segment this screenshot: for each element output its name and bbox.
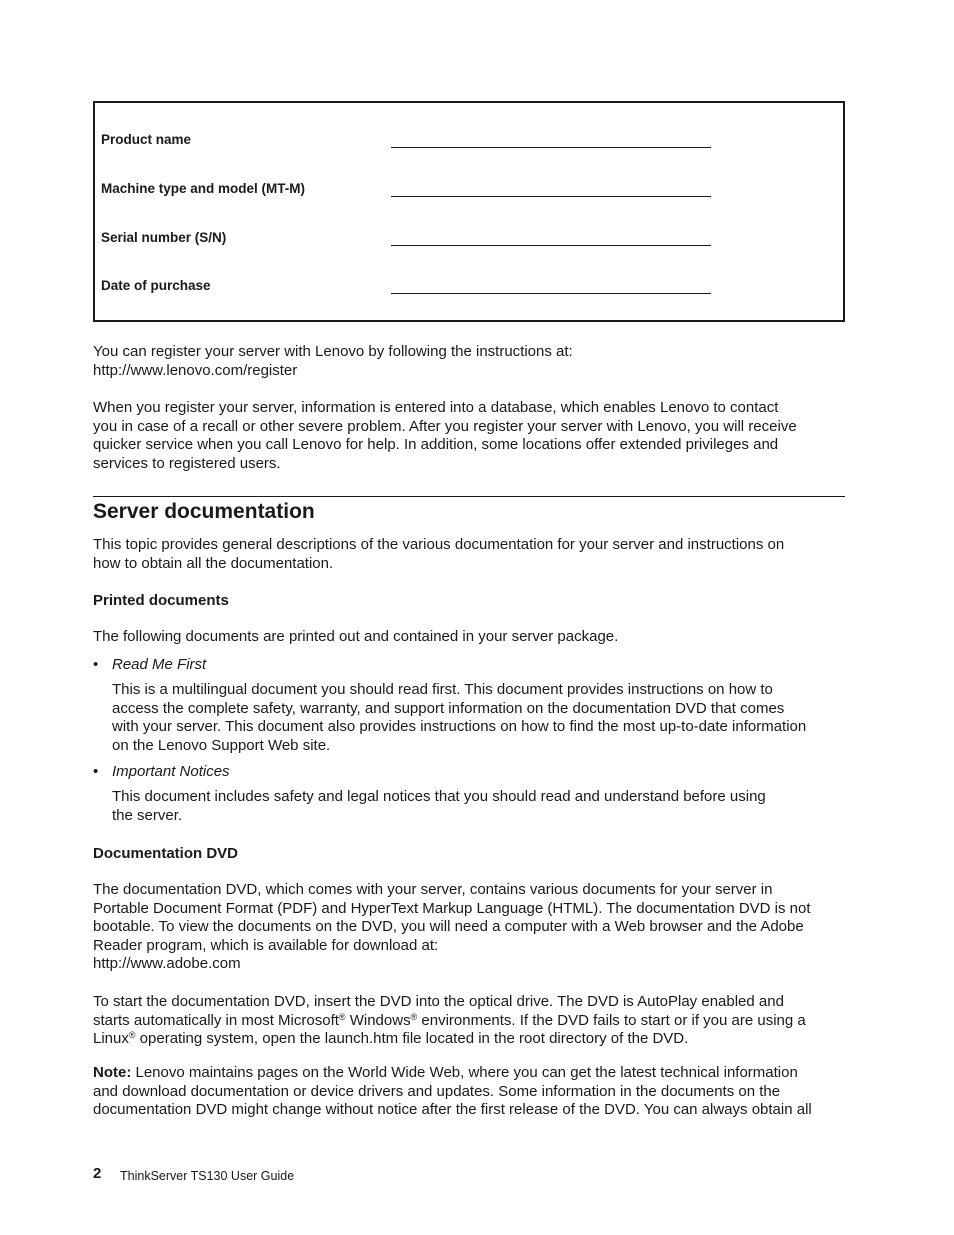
text-line: This document includes safety and legal notices that you should read and understand before using — [112, 788, 766, 805]
register-url-link[interactable]: http://www.lenovo.com/register — [93, 361, 298, 379]
text-span: Lenovo maintains pages on the World Wide Web, where you can get the latest technical information — [131, 1064, 798, 1081]
form-label: Date of purchase — [101, 278, 211, 293]
text-line: access the complete safety, warranty, and support information on the documentation DVD that comes — [112, 699, 785, 717]
section-divider — [93, 496, 845, 497]
form-row-product-name — [101, 131, 831, 151]
register-line: You can register your server with Lenovo by following the instructions at: — [93, 343, 573, 360]
text-span: environments. If the DVD fails to start or if you are using a — [417, 1011, 806, 1029]
text-line: and download documentation or device drivers and updates. Some information in the documents on the — [93, 1082, 781, 1100]
text-line: the server. — [112, 806, 183, 824]
form-row-date-of-purchase — [101, 277, 831, 297]
printed-documents-heading: Printed documents — [93, 592, 229, 609]
blank-line — [391, 147, 711, 148]
text-span: starts automatically in most Microsoft — [93, 1011, 339, 1029]
register-paragraph — [93, 399, 845, 473]
text-line: When you register your server, information is entered into a database, which enables Lenovo to contact — [93, 399, 779, 416]
dvd-start-paragraph — [93, 993, 845, 1049]
text-line: on the Lenovo Support Web site. — [112, 736, 331, 754]
section-title: Server documentation — [93, 500, 315, 523]
blank-line — [391, 293, 711, 294]
register-instructions — [93, 343, 845, 380]
bullet-marker: • — [93, 656, 99, 673]
doc-description — [112, 788, 845, 825]
text-line: documentation DVD might change without notice after the first release of the DVD. You can always obtain all — [93, 1101, 812, 1119]
text-line: services to registered users. — [93, 454, 281, 472]
footer-title: ThinkServer TS130 User Guide — [120, 1169, 295, 1183]
registered-mark: ® — [338, 1011, 346, 1022]
form-row-serial-number — [101, 229, 831, 249]
text-line — [93, 1030, 845, 1049]
text-line: This topic provides general descriptions of the various documentation for your server and instructions on — [93, 536, 785, 553]
text-line — [93, 1012, 845, 1031]
text-line: you in case of a recall or other severe problem. After you register your server with Lenovo, you will receive — [93, 417, 797, 435]
doc-description — [112, 681, 845, 755]
text-line: bootable. To view the documents on the DVD, you will need a computer with a Web browser and the Adobe — [93, 918, 804, 936]
text-line: Reader program, which is available for download at: — [93, 936, 439, 954]
printed-intro: The following documents are printed out and contained in your server package. — [93, 628, 619, 645]
text-line: how to obtain all the documentation. — [93, 554, 334, 572]
blank-line — [391, 245, 711, 246]
text-span: operating system, open the launch.htm file located in the root directory of the DVD. — [135, 1030, 689, 1048]
section-intro — [93, 536, 845, 573]
form-label: Product name — [101, 132, 192, 147]
dvd-paragraph — [93, 881, 845, 974]
text-line: This is a multilingual document you should read first. This document provides instructions on how to — [112, 681, 773, 698]
bullet-marker: • — [93, 763, 99, 780]
text-line: To start the documentation DVD, insert the DVD into the optical drive. The DVD is AutoPlay enabled and — [93, 993, 784, 1010]
doc-title-read-me-first: Read Me First — [112, 656, 207, 673]
page-number: 2 — [93, 1165, 102, 1182]
text-line — [93, 1064, 845, 1083]
form-label: Machine type and model (MT-M) — [101, 181, 306, 196]
text-span: Linux — [93, 1030, 129, 1048]
text-line: quicker service when you call Lenovo for help. In addition, some locations offer extended privileges and — [93, 436, 779, 454]
doc-title-important-notices: Important Notices — [112, 763, 230, 780]
text-line: Portable Document Format (PDF) and HyperText Markup Language (HTML). The documentation DVD is not — [93, 899, 811, 917]
form-label: Serial number (S/N) — [101, 230, 227, 245]
blank-line — [391, 196, 711, 197]
registered-mark: ® — [410, 1011, 418, 1022]
documentation-dvd-heading: Documentation DVD — [93, 845, 239, 862]
text-span: Windows — [345, 1011, 411, 1029]
form-row-machine-type — [101, 180, 831, 200]
adobe-url-link[interactable]: http://www.adobe.com — [93, 955, 241, 973]
registration-form-box — [93, 101, 845, 322]
text-line: with your server. This document also provides instructions on how to find the most up-to-date information — [112, 718, 807, 736]
note-label: Note: — [93, 1064, 132, 1081]
text-line: The documentation DVD, which comes with your server, contains various documents for your server in — [93, 881, 773, 898]
note-paragraph — [93, 1064, 845, 1120]
registered-mark: ® — [128, 1030, 136, 1041]
